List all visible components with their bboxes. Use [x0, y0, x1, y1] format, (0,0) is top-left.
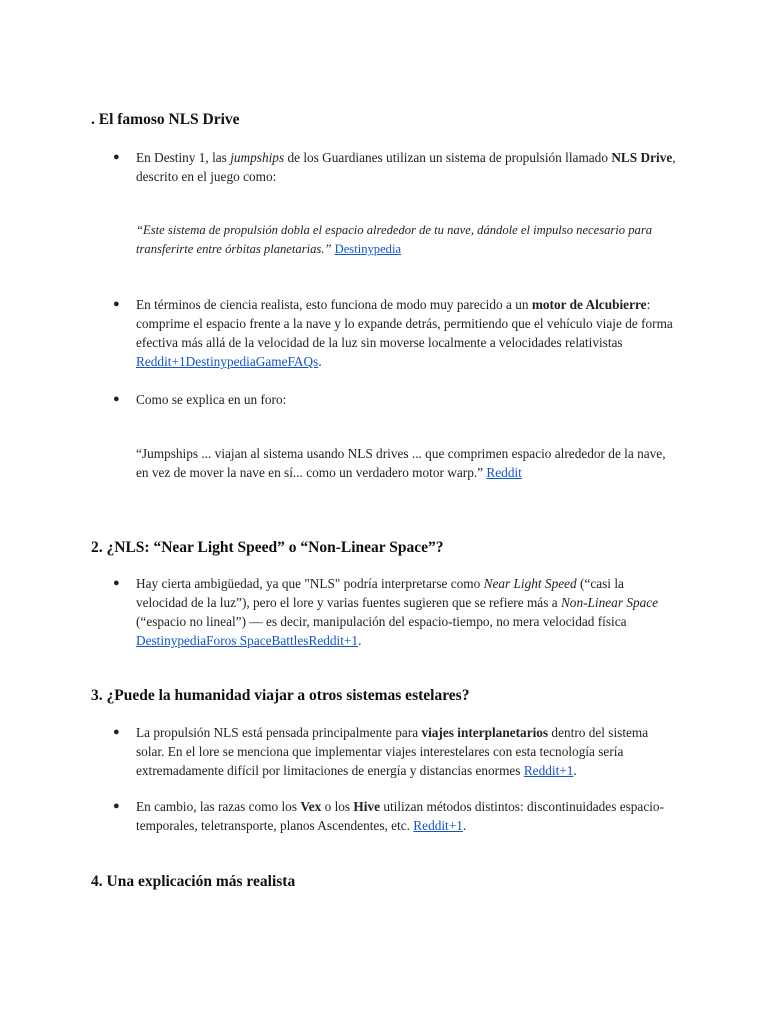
nls-drive-term: NLS Drive: [611, 150, 673, 165]
bullet-marker: ●: [113, 726, 120, 738]
jumpships-term: jumpships: [230, 150, 285, 165]
s1-bullet-3: Como se explica en un foro:: [136, 392, 287, 407]
bullet-marker: ●: [113, 151, 120, 163]
section-4-heading: 4. Una explicación más realista: [91, 873, 296, 890]
section-2-heading: 2. ¿NLS: “Near Light Speed” o “Non-Linear Space”?: [91, 539, 444, 556]
destinypedia-link[interactable]: Destinypedia: [334, 242, 402, 256]
reddit-link[interactable]: Reddit: [486, 465, 522, 480]
source-link-reddit-destinypedia-gamefaqs[interactable]: Reddit+1DestinypediaGameFAQs: [136, 354, 319, 369]
interplanetary-term: viajes interplanetarios: [421, 725, 549, 740]
section-3-heading: 3. ¿Puede la humanidad viajar a otros sistemas estelares?: [91, 687, 470, 704]
near-light-speed-term: Near Light Speed: [483, 576, 577, 591]
source-link-reddit[interactable]: Reddit+1: [523, 763, 574, 778]
non-linear-space-term: Non-Linear Space: [560, 595, 659, 610]
s1-quote-2: “Jumpships ... viajan al sistema usando NLS drives ... que comprimen espacio alrededor de la nave, en vez de mover la nave en sí... como un verdadero motor warp.” Reddit: [136, 446, 666, 480]
bullet-marker: ●: [113, 800, 120, 812]
s1-quote-1: “Este sistema de propulsión dobla el espacio alrededor de tu nave, dándole el impulso necesario para transferirte entre órbitas planetarias.” Destinypedia: [136, 223, 653, 256]
bullet-marker: ●: [113, 393, 120, 405]
s2-bullet-1: Hay cierta ambigüedad, ya que "NLS" podría interpretarse como Near Light Speed (“casi la velocidad de la luz”), pero el lore y varias fuentes sugieren que se refiere más a Non-Linear Space (“espacio no lineal”) — es decir, manipulación del espacio-tiempo, no mera velocidad física DestinypediaForos SpaceBattlesReddit+1.: [136, 576, 659, 648]
bullet-marker: ●: [113, 577, 120, 589]
source-link-destinypedia-foros-reddit[interactable]: DestinypediaForos SpaceBattlesReddit+1: [136, 633, 359, 648]
vex-term: Vex: [300, 799, 322, 814]
alcubierre-term: motor de Alcubierre: [531, 297, 647, 312]
hive-term: Hive: [353, 799, 380, 814]
s3-bullet-1: La propulsión NLS está pensada principalmente para viajes interplanetarios dentro del sistema solar. En el lore se menciona que implementar viajes interestelares con esta tecnología sería extremadamente difícil por limitaciones de energía y distancias enormes Reddit+1.: [136, 725, 649, 778]
bullet-marker: ●: [113, 298, 120, 310]
s1-bullet-2: En términos de ciencia realista, esto funciona de modo muy parecido a un motor de Alcubierre: comprime el espacio frente a la nave y lo expande detrás, permitiendo que el vehículo viaje de forma efectiva más allá de la velocidad de la luz sin moverse localmente a velocidades relativistas Reddit+1DestinypediaGameFAQs.: [136, 297, 673, 369]
s3-bullet-2: En cambio, las razas como los Vex o los Hive utilizan métodos distintos: discontinuidades espacio-temporales, teletransporte, planos Ascendentes, etc. Reddit+1.: [136, 799, 664, 833]
source-link-reddit[interactable]: Reddit+1: [413, 818, 463, 833]
section-1-heading: . El famoso NLS Drive: [91, 111, 240, 128]
s1-bullet-1: En Destiny 1, las jumpships de los Guardianes utilizan un sistema de propulsión llamado NLS Drive, descrito en el juego como:: [136, 150, 676, 184]
